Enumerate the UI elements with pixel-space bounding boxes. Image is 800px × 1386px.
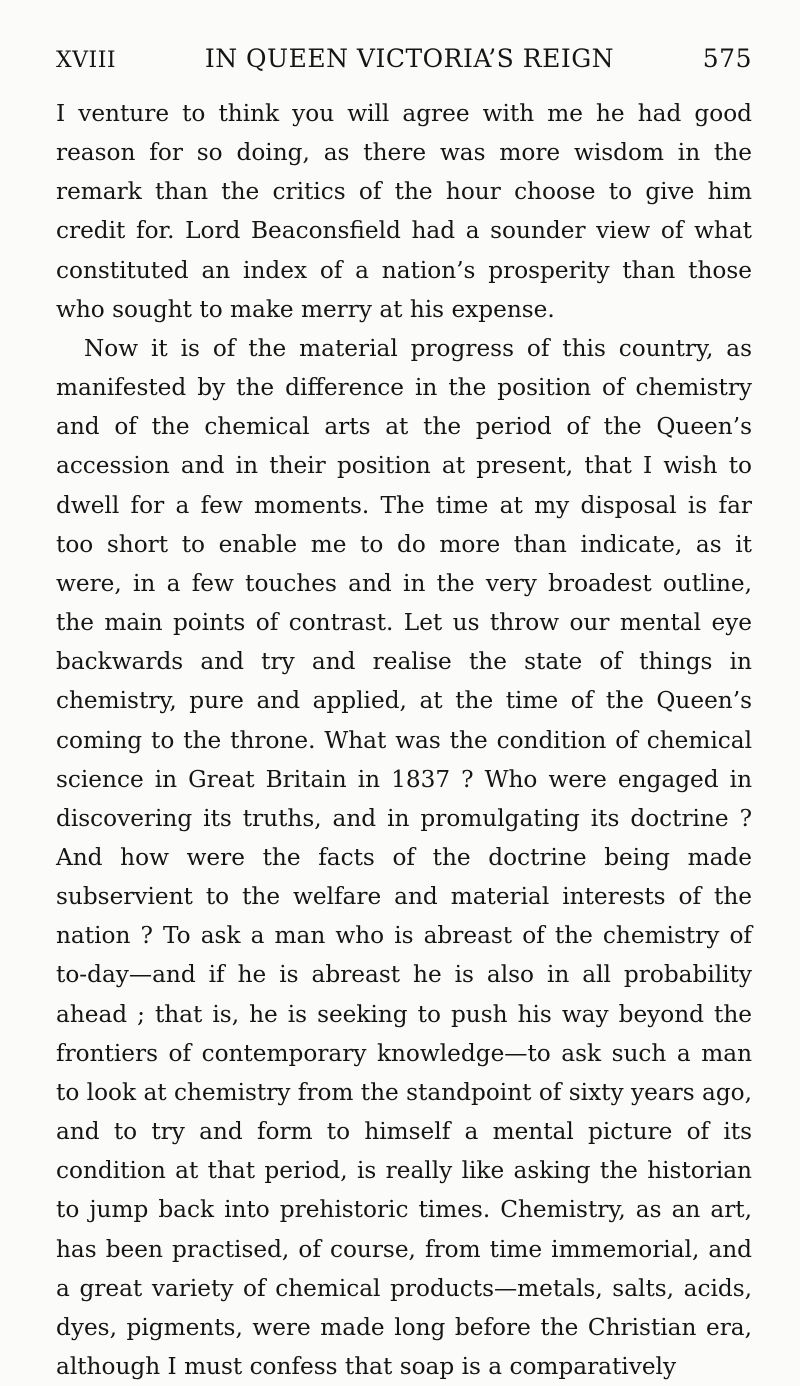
book-page xyxy=(56,44,752,1386)
running-head xyxy=(56,44,752,80)
paragraph: I venture to think you will agree with me he had good reason for so doing, as there was more wisdom in the remark than the critics of the hour choose to give him credit for. Lord Beaconsfield had a sounder view of what constituted an index of a nation’s prosperity than those who sought to make merry at his expense. xyxy=(56,100,752,323)
body-text xyxy=(56,94,752,1386)
page-number: 575 xyxy=(702,44,752,73)
paragraph: Now it is of the material progress of this country, as manifested by the difference in the position of chemistry and of the chemical arts at the period of the Queen’s accession and in their position at present, that I wish to dwell for a few moments. The time at my disposal is far too short to enable me to do more than indicate, as it were, in a few touches and in the very broadest outline, the main points of contrast. Let us throw our mental eye backwards and try and realise the state of things in chemistry, pure and applied, at the time of the Queen’s coming to the throne. What was the condition of chemical science in Great Britain in 1837 ? Who were engaged in discovering its truths, and in promulgating its doctrine ? And how were the facts of the doctrine being made subservient to the welfare and material interests of the nation ? To ask a man who is abreast of the chemistry of to-day—and if he is abreast he is also in all probability ahead ; that is, he is seeking to push his way beyond the frontiers of contemporary knowledge—to ask such a man to look at chemistry from the standpoint of sixty years ago, and to try and form to himself a mental picture of its condition at that period, is really like asking the historian to jump back into prehistoric times. Chemistry, as an art, has been practised, of course, from time immemorial, and a great variety of chemical products—metals, salts, acids, dyes, pigments, were made long before the Christian era, although I must confess that soap is a comparatively xyxy=(56,334,752,1380)
chapter-number: XVIII xyxy=(56,48,117,73)
running-title: IN QUEEN VICTORIA’S REIGN xyxy=(204,44,615,73)
